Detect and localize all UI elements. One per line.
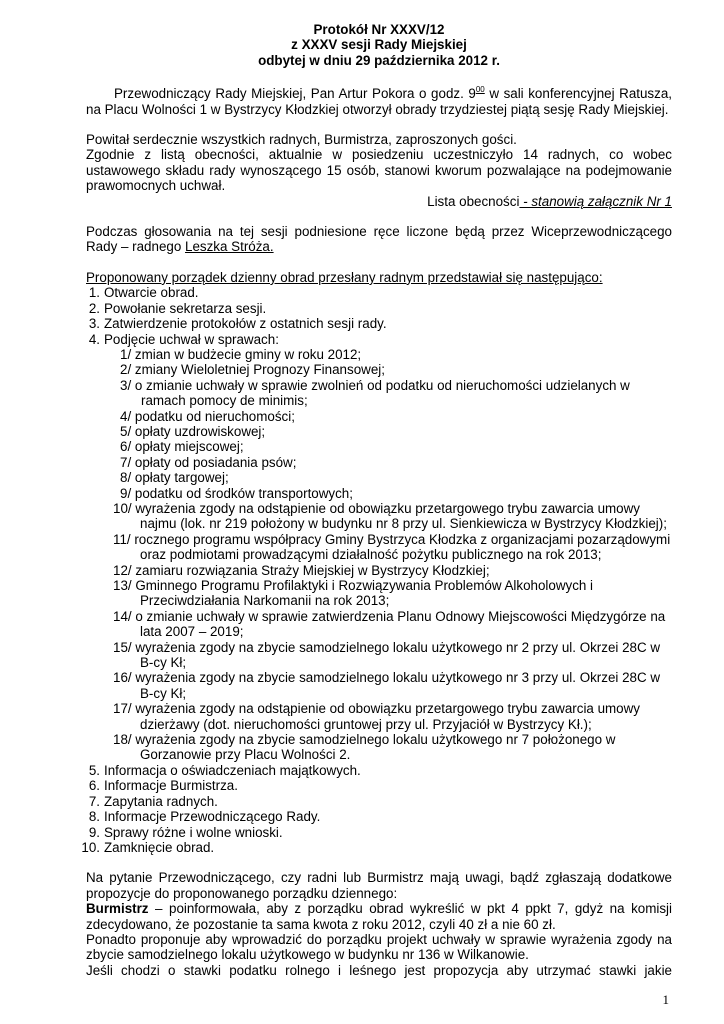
resolution-item: 16/ wyrażenia zgody na zbycie samodzielnego lokalu użytkowego nr 3 przy ul. Okrzei 28C w B-cy Kł; (113, 670, 661, 701)
agenda-item: 8. Informacje Przewodniczącego Rady. (88, 809, 321, 825)
title-line-2: z XXXV sesji Rady Miejskiej (291, 37, 467, 53)
agenda-item: 4. Podjęcie uchwał w sprawach: 1/ zmian w budżecie gminy w roku 2012; 2/ zmiany Wieloletniej Prognozy Finansowej; 3/ o zmianie uchwały w sprawie zwolnień od podatku od nieruchomości udzielanych w ramach pomocy de minimis; 4/ podatku od nieruchomości; 5/ opłaty uzdrowiskowej; 6/ opłaty miejscowej; 7/ opłaty od posiadania psów; 8/ opłaty targowej; 9/ podatku od środków transportowych; 10/ wyrażenia zgody na odstąpienie od obowiązku przetargowego trybu zawarcia umowy najmu (lok. nr 219 położony w budynku nr 8 przy ul. Sienkiewicza w Bystrzycy Kłodzkiej); 11/ rocznego programu współpracy Gminy Bystrzyca Kłodzka z organizacjami pozarządowymi oraz podmiotami prowadzącymi działalność pożytku publicznego na rok 2013; 12/ zamiaru rozwiązania Straży Miejskiej w Bystrzycy Kłodzkiej; 13/ Gminnego Programu Profilaktyki i Rozwiązywania Problemów Alkoholowych i Przeciwdziałania Narkomanii na rok 2013; 14/ o zmianie uchwały w sprawie zatwierdzenia Planu Odnowy Miejscowości Międzygórze na lata 2007 – 2019; 15/ wyrażenia zgody na zbycie samodzielnego lokalu użytkowego nr 2 przy ul. Okrzei 28C w B-cy Kł; 16/ wyrażenia zgody na zbycie samodzielnego lokalu użytkowego nr 3 przy ul. Okrzei 28C w B-cy Kł; 17/ wyrażenia zgody na odstąpienie od obowiązku przetargowego trybu zawarcia umowy dzierżawy (dot. nieruchomości gruntowej przy ul. Przyjaciół w Bystrzycy Kł.); 18/ wyrażenia zgody na zbycie samodzielnego lokalu użytkowego nr 7 położonego w Gorzanowie przy Placu Wolności 2. (88, 331, 671, 763)
resolution-sublist (104, 347, 672, 763)
agenda-item: 10. Zamknięcie obrad. (81, 839, 215, 855)
mayor-paragraph (86, 901, 672, 932)
document-page (81, 22, 672, 978)
document-title (86, 22, 672, 68)
resolution-item: 13/ Gminnego Programu Profilaktyki i Rozwiązywania Problemów Alkoholowych i Przeciwdziałania Narkomanii na rok 2013; (113, 578, 594, 609)
intro-time-superscript: 00 (475, 85, 485, 95)
intro-part-2: w sali konferencyjnej Ratusza, na Placu Wolności 1 w Bystrzycy Kłodzkiej otworzył obrady trzydziestej piątą sesję Rady Miejskiej. (86, 86, 672, 117)
agenda-item: 1. Otwarcie obrad. (88, 285, 199, 301)
intro-part-1: Przewodniczący Rady Miejskiej, Pan Artur Pokora o godz. 9 (114, 86, 476, 102)
agenda-item: 2. Powołanie sekretarza sesji. (88, 300, 267, 316)
resolution-item: 9/ podatku od środków transportowych; (120, 485, 353, 501)
resolution-item: 14/ o zmianie uchwały w sprawie zatwierdzenia Planu Odnowy Miejscowości Międzygórze na lata 2007 – 2019; (113, 608, 666, 640)
resolution-item: 8/ opłaty targowej; (120, 470, 229, 486)
intro-paragraph (86, 86, 672, 117)
resolution-item: 2/ zmiany Wieloletniej Prognozy Finansowej; (120, 362, 385, 378)
agenda-item: 3. Zatwierdzenie protokołów z ostatnich sesji rady. (88, 316, 387, 332)
attendance-label: Lista obecności (427, 193, 520, 209)
attendance-line (86, 194, 672, 209)
resolution-item: 4/ podatku od nieruchomości; (120, 408, 295, 424)
resolution-item: 7/ opłaty od posiadania psów; (120, 454, 297, 470)
proposal-paragraph: Ponadto proponuje aby wprowadzić do porządku projekt uchwały w sprawie wyrażenia zgody na zbycie samodzielnego lokalu użytkowego w budynku nr 136 w Wilkanowie. (86, 931, 672, 963)
resolution-item: 6/ opłaty miejscowej; (120, 439, 244, 455)
agenda-item: 6. Informacje Burmistrza. (88, 778, 238, 794)
agenda-list (81, 285, 672, 855)
resolution-item: 12/ zamiaru rozwiązania Straży Miejskiej w Bystrzycy Kłodzkiej; (113, 562, 490, 578)
quorum-paragraph: Zgodnie z listą obecności, aktualnie w posiedzeniu uczestniczyło 14 radnych, co wobec ustawowego składu rady wynoszącego 15 osób, stanowi kworum pozwalające na podejmowanie prawomocnych uchwał. (86, 147, 672, 194)
agenda-item: 5. Informacja o oświadczeniach majątkowych. (88, 762, 361, 778)
resolution-item: 1/ zmian w budżecie gminy w roku 2012; (120, 346, 362, 362)
resolution-item: 5/ opłaty uzdrowiskowej; (120, 423, 266, 439)
title-line-1: Protokół Nr XXXV/12 (313, 22, 445, 37)
resolution-item: 11/ rocznego programu współpracy Gminy Bystrzyca Kłodzka z organizacjami pozarządowymi oraz podmiotami prowadzącymi działalność pożytku publicznego na rok 2013; (113, 531, 671, 563)
welcome-paragraph: Powitał serdecznie wszystkich radnych, Burmistrza, zaproszonych gości. (86, 132, 517, 148)
agenda-heading: Proponowany porządek dzienny obrad przesłany radnym przedstawiał się następująco: (86, 269, 603, 285)
voting-text: Podczas głosowania na tej sesji podniesione ręce liczone będą przez Wiceprzewodniczącego Rady – radnego (86, 224, 672, 255)
vote-counter-name: Leszka Stróża. (185, 239, 274, 255)
agenda-item: 7. Zapytania radnych. (88, 793, 218, 809)
title-line-3: odbytej w dniu 29 października 2012 r. (258, 52, 500, 68)
tax-paragraph: Jeśli chodzi o stawki podatku rolnego i leśnego jest propozycja aby utrzymać stawki jakie (86, 962, 672, 978)
agenda-item: 9. Sprawy różne i wolne wnioski. (88, 824, 283, 840)
resolution-item: 3/ o zmianie uchwały w sprawie zwolnień od podatku od nieruchomości udzielanych w ramach pomocy de minimis; (120, 377, 630, 409)
resolution-item: 15/ wyrażenia zgody na zbycie samodzielnego lokalu użytkowego nr 2 przy ul. Okrzei 28C w B-cy Kł; (113, 639, 661, 671)
mayor-text: – poinformowała, aby z porządku obrad wykreślić w pkt 4 ppkt 7, gdyż na komisji zdecydowano, że pozostanie ta sama kwota z roku 2012, czyli 40 zł a nie 60 zł. (86, 901, 672, 932)
resolution-item: 10/ wyrażenia zgody na odstąpienie od obowiązku przetargowego trybu zawarcia umowy najmu (lok. nr 219 położony w budynku nr 8 przy ul. Sienkiewicza w Bystrzycy Kłodzkiej); (113, 500, 667, 532)
mayor-label: Burmistrz (86, 901, 149, 917)
resolution-item: 18/ wyrażenia zgody na zbycie samodzielnego lokalu użytkowego nr 7 położonego w Gorzanowie przy Placu Wolności 2. (113, 732, 616, 763)
question-paragraph: Na pytanie Przewodniczącego, czy radni lub Burmistrz mają uwagi, bądź zgłaszają dodatkowe propozycje do proponowanego porządku dziennego: (86, 870, 672, 901)
page-number: 1 (662, 992, 669, 1007)
attendance-attachment-link[interactable]: - stanowią załącznik Nr 1 (519, 193, 672, 209)
voting-paragraph (86, 224, 672, 255)
resolution-item: 17/ wyrażenia zgody na odstąpienie od obowiązku przetargowego trybu zawarcia umowy dzierżawy (dot. nieruchomości gruntowej przy ul. Przyjaciół w Bystrzycy Kł.); (113, 701, 640, 732)
